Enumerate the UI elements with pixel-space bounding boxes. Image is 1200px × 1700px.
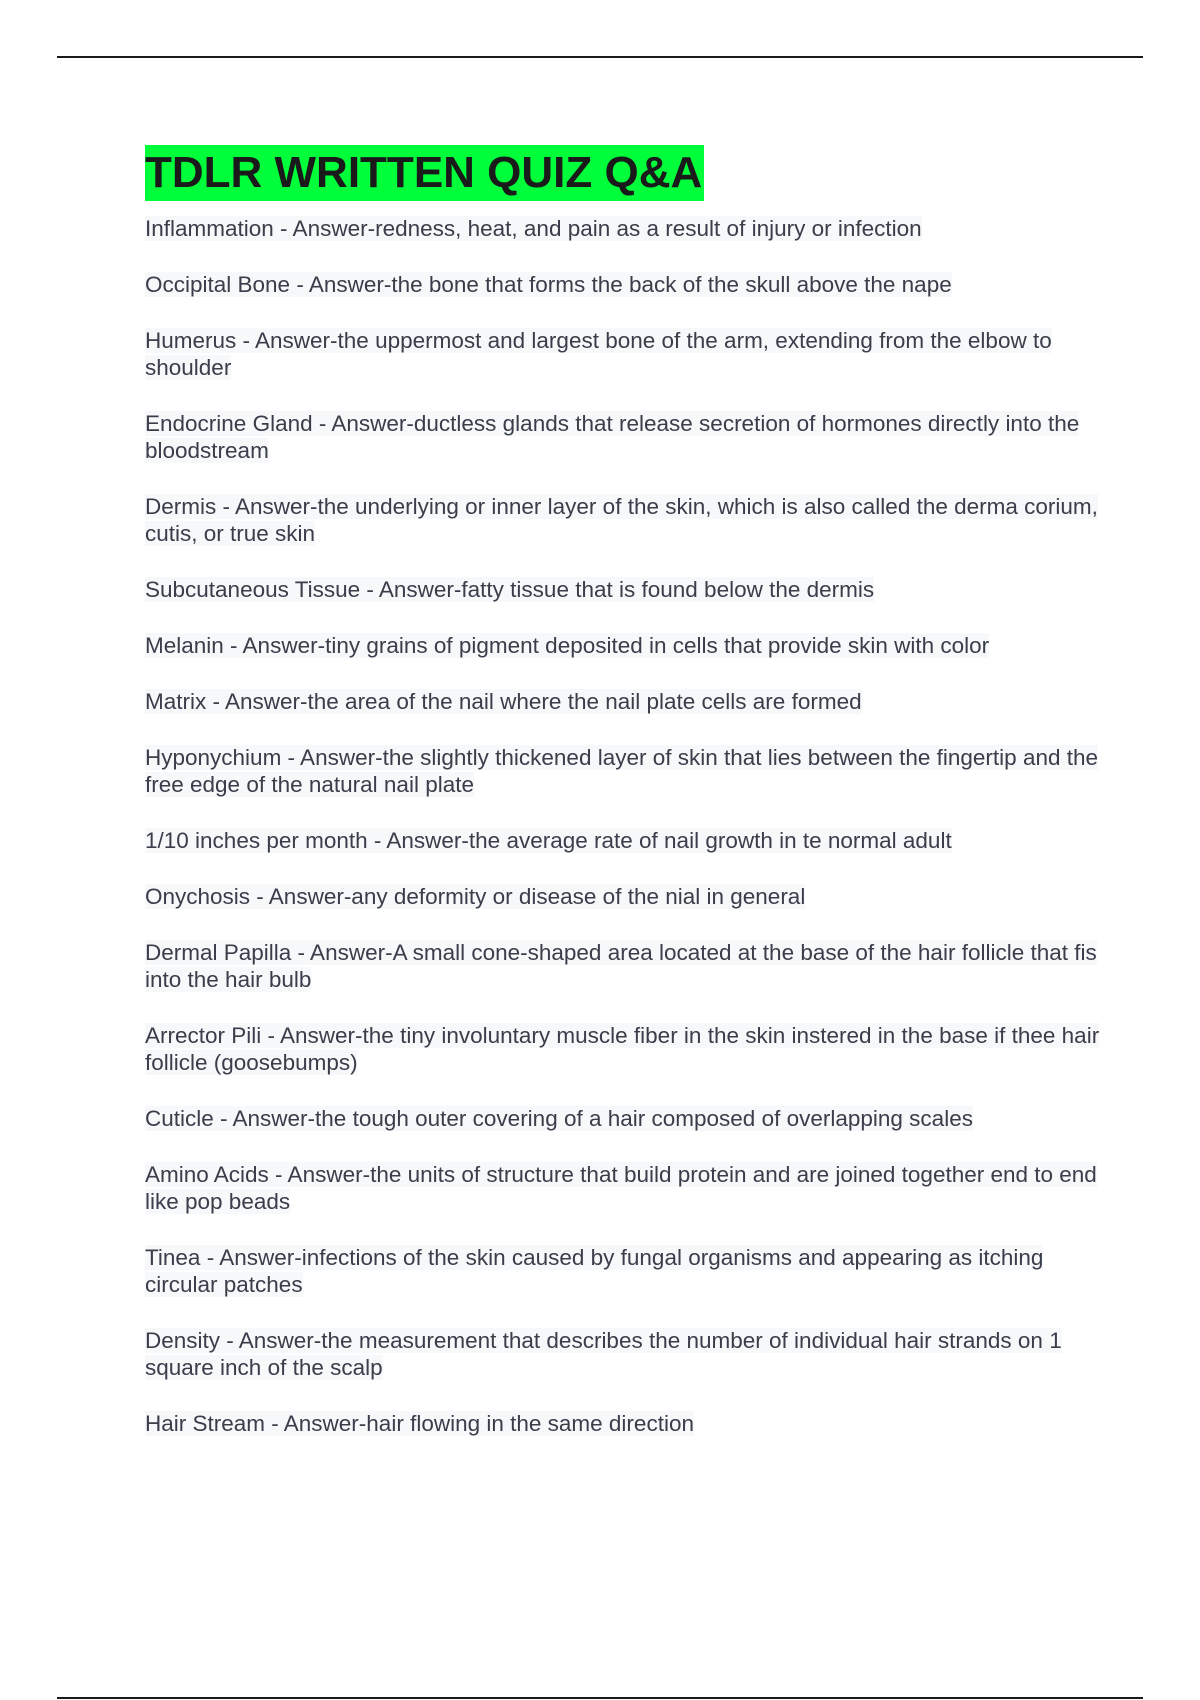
qa-item: [145, 688, 1105, 715]
qa-item: [145, 1161, 1105, 1215]
qa-text: Onychosis - Answer-any deformity or disease of the nial in general: [145, 884, 806, 909]
qa-item: [145, 493, 1105, 547]
qa-text: Hair Stream - Answer-hair flowing in the same direction: [145, 1411, 694, 1436]
qa-item: [145, 410, 1105, 464]
qa-text: Amino Acids - Answer-the units of structure that build protein and are joined together end to end like pop beads: [145, 1162, 1097, 1214]
page-title: TDLR WRITTEN QUIZ Q&A: [145, 145, 704, 201]
qa-item: [145, 1022, 1105, 1076]
qa-text: Occipital Bone - Answer-the bone that forms the back of the skull above the nape: [145, 272, 952, 297]
qa-text: Humerus - Answer-the uppermost and largest bone of the arm, extending from the elbow to shoulder: [145, 328, 1052, 380]
qa-text: Melanin - Answer-tiny grains of pigment deposited in cells that provide skin with color: [145, 633, 990, 658]
qa-item: [145, 215, 1105, 242]
qa-item: [145, 1410, 1105, 1437]
qa-text: Dermis - Answer-the underlying or inner layer of the skin, which is also called the derma corium, cutis, or true skin: [145, 494, 1098, 546]
qa-item: [145, 271, 1105, 298]
qa-item: [145, 1105, 1105, 1132]
qa-list: [145, 215, 1105, 1437]
qa-text: Dermal Papilla - Answer-A small cone-shaped area located at the base of the hair follicle that fis into the hair bulb: [145, 940, 1097, 992]
qa-item: [145, 632, 1105, 659]
qa-item: [145, 576, 1105, 603]
qa-text: 1/10 inches per month - Answer-the average rate of nail growth in te normal adult: [145, 828, 952, 853]
qa-text: Tinea - Answer-infections of the skin caused by fungal organisms and appearing as itching circular patches: [145, 1245, 1044, 1297]
qa-text: Subcutaneous Tissue - Answer-fatty tissue that is found below the dermis: [145, 577, 875, 602]
document-body: [145, 145, 1105, 1466]
qa-text: Inflammation - Answer-redness, heat, and pain as a result of injury or infection: [145, 216, 922, 241]
qa-text: Density - Answer-the measurement that describes the number of individual hair strands on 1 square inch of the scalp: [145, 1328, 1062, 1380]
qa-text: Matrix - Answer-the area of the nail where the nail plate cells are formed: [145, 689, 862, 714]
qa-item: [145, 1244, 1105, 1298]
qa-text: Endocrine Gland - Answer-ductless glands that release secretion of hormones directly into the bloodstream: [145, 411, 1080, 463]
qa-text: Cuticle - Answer-the tough outer covering of a hair composed of overlapping scales: [145, 1106, 973, 1131]
qa-item: [145, 827, 1105, 854]
qa-item: [145, 744, 1105, 798]
qa-item: [145, 883, 1105, 910]
qa-text: Arrector Pili - Answer-the tiny involuntary muscle fiber in the skin instered in the base if thee hair follicle (goosebumps): [145, 1023, 1100, 1075]
header-rule: [57, 56, 1143, 58]
qa-text: Hyponychium - Answer-the slightly thickened layer of skin that lies between the fingertip and the free edge of the natural nail plate: [145, 745, 1099, 797]
footer-rule: [57, 1697, 1143, 1699]
qa-item: [145, 327, 1105, 381]
qa-item: [145, 939, 1105, 993]
qa-item: [145, 1327, 1105, 1381]
